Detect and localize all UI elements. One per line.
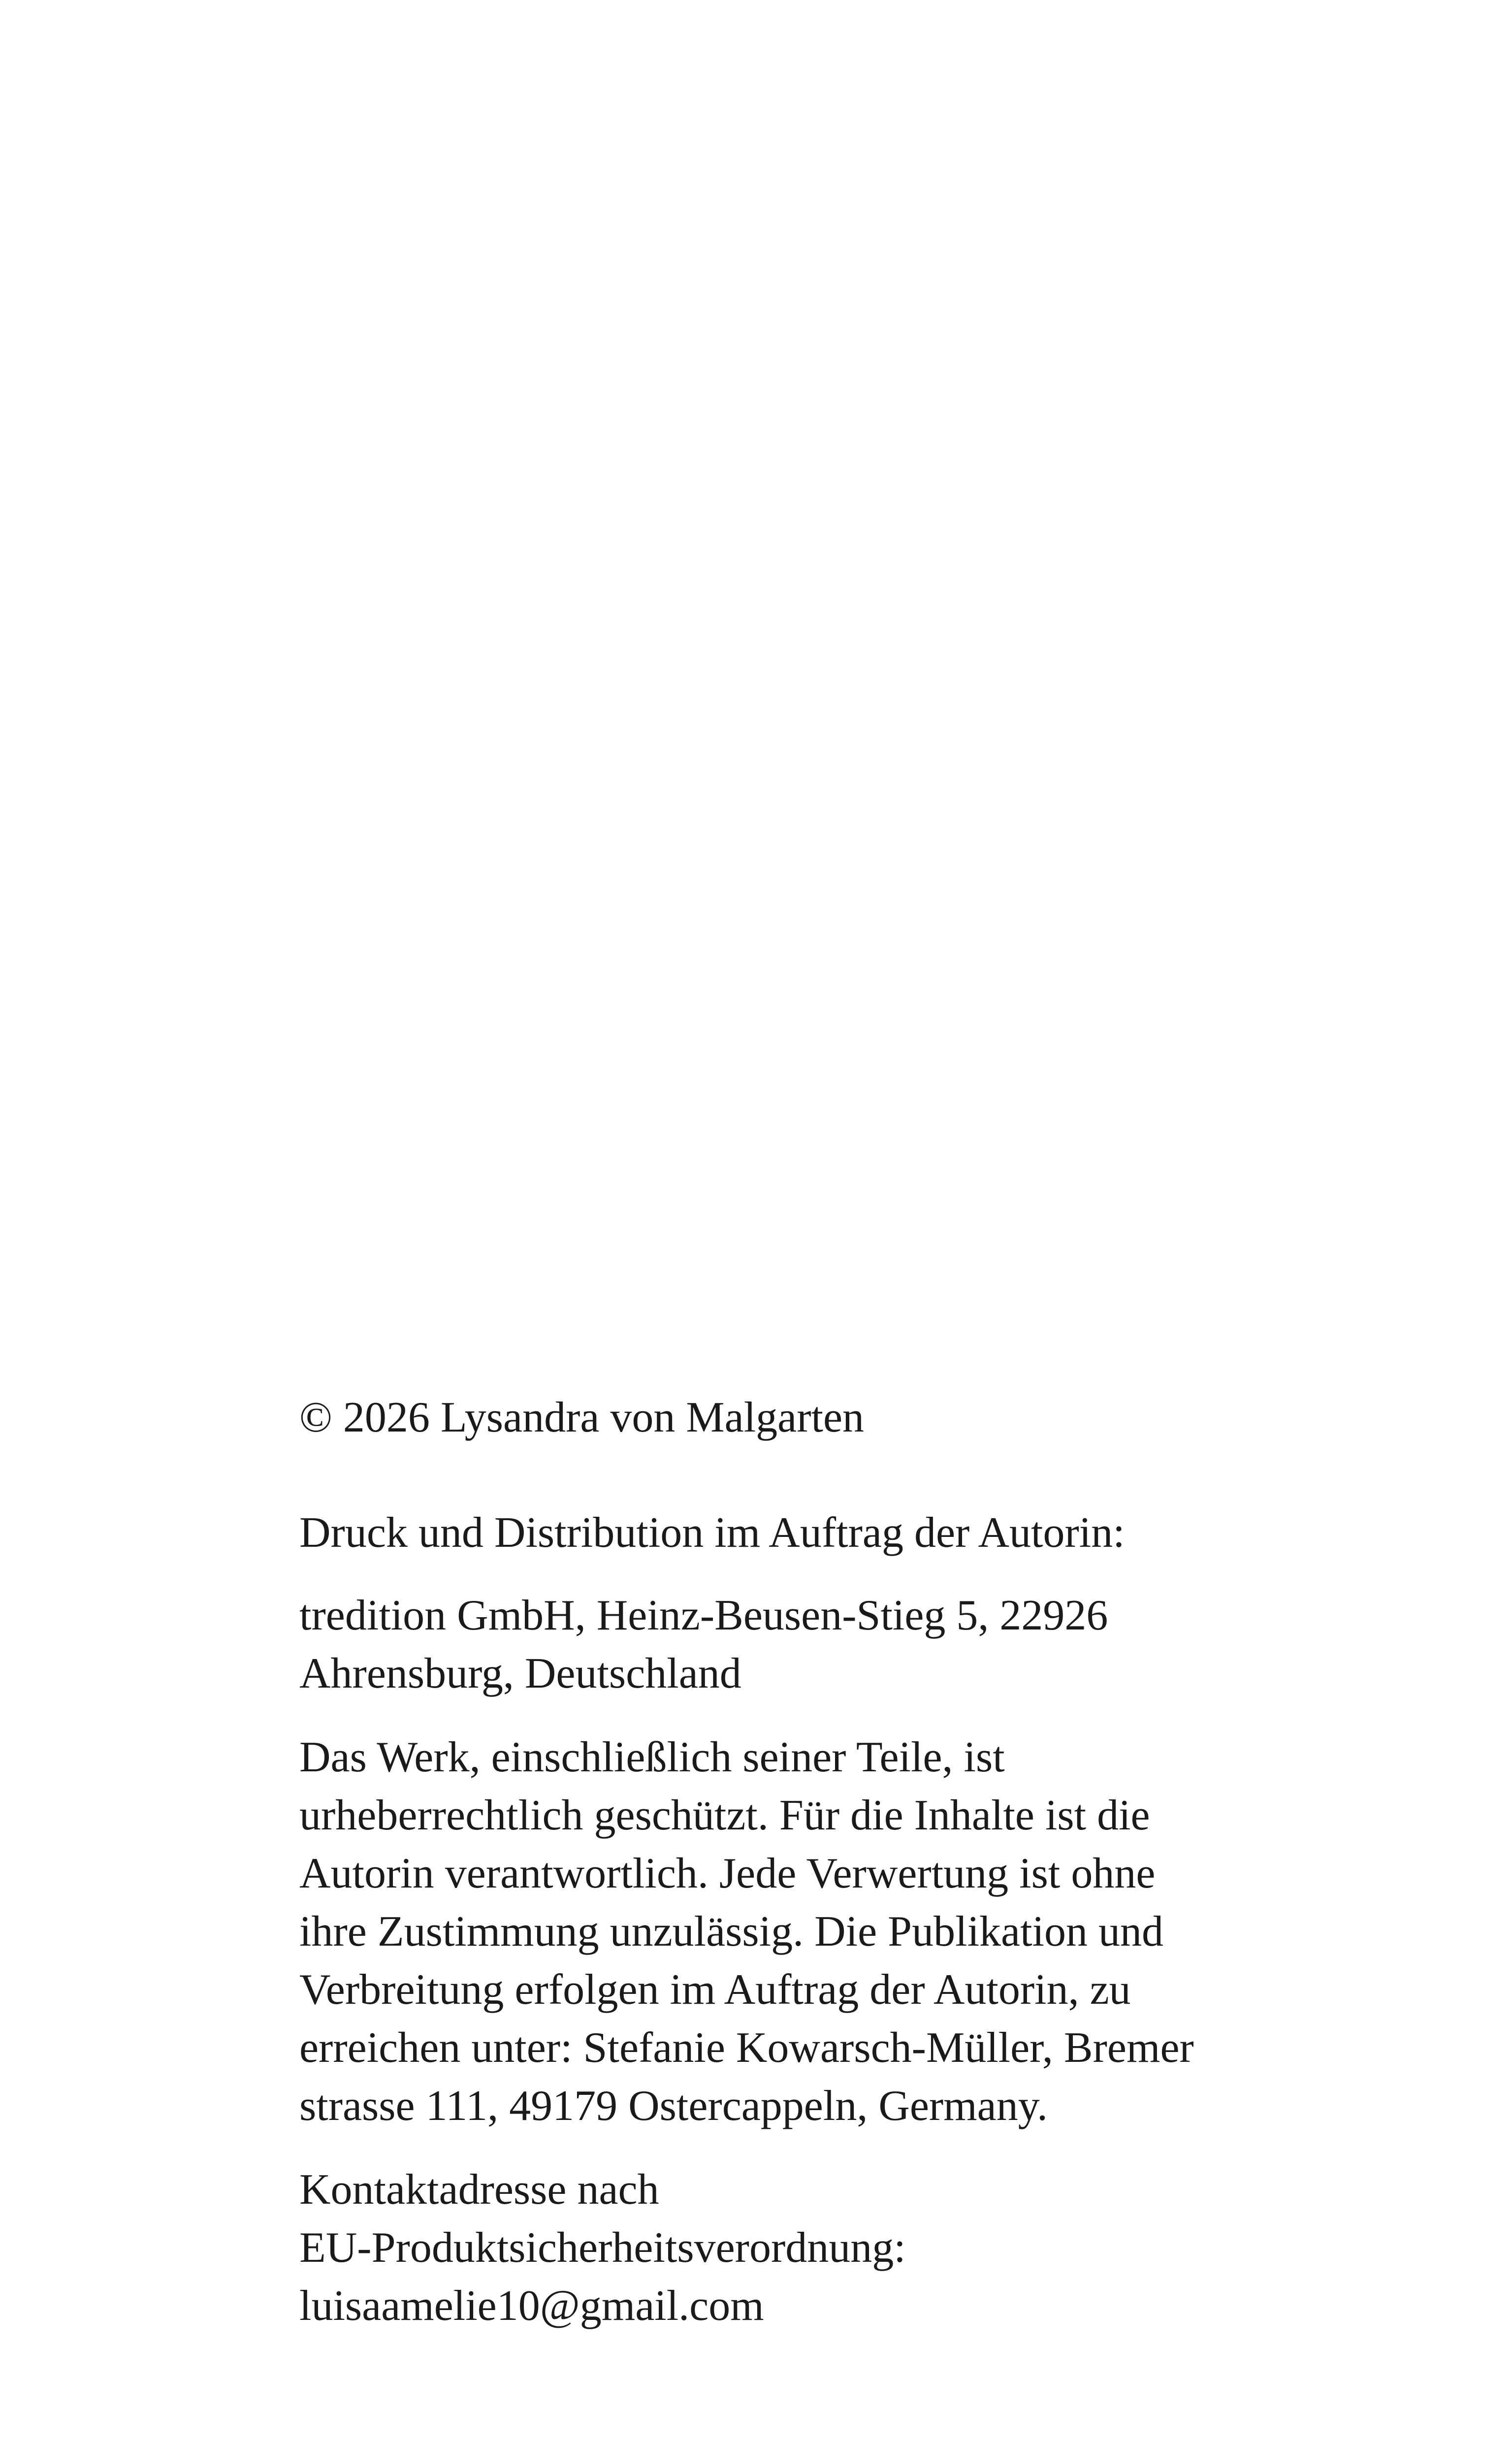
legal-line: Autorin verantwortlich. Jede Verwertung ist ohne	[299, 1850, 1156, 1897]
contact-email: luisaamelie10@gmail.com	[299, 2282, 764, 2330]
legal-line: urheberrechtlich geschützt. Für die Inhalte ist die	[299, 1792, 1150, 1839]
address-line: Ahrensburg, Deutschland	[299, 1650, 741, 1697]
legal-line: Das Werk, einschließlich seiner Teile, ist	[299, 1733, 1005, 1781]
legal-line: ihre Zustimmung unzulässig. Die Publikation und	[299, 1908, 1163, 1955]
publisher-address	[299, 1587, 1225, 1703]
distribution-heading: Druck und Distribution im Auftrag der Autorin:	[299, 1509, 1125, 1557]
legal-line: Verbreitung erfolgen im Auftrag der Autorin, zu	[299, 1966, 1131, 2014]
legal-line: strasse 111, 49179 Ostercappeln, Germany.	[299, 2082, 1048, 2130]
legal-line: erreichen unter: Stefanie Kowarsch-Müller, Bremer	[299, 2024, 1194, 2072]
contact-line: EU-Produktsicherheitsverordnung:	[299, 2224, 906, 2272]
contact-notice	[299, 2161, 1225, 2335]
imprint-block	[299, 1389, 1225, 2335]
copyright-notice: © 2026 Lysandra von Malgarten	[299, 1394, 865, 1441]
legal-notice	[299, 1728, 1225, 2135]
address-line: tredition GmbH, Heinz-Beusen-Stieg 5, 22926	[299, 1592, 1108, 1639]
contact-line: Kontaktadresse nach	[299, 2166, 659, 2214]
